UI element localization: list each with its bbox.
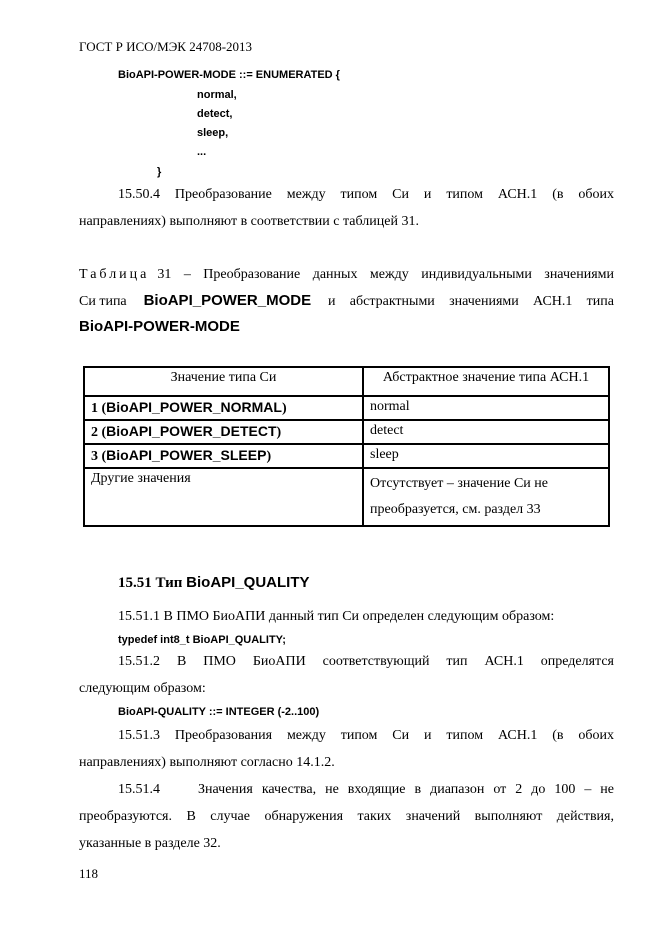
row-number: 2 ( <box>91 425 107 440</box>
code-typedef: typedef int8_t BioAPI_QUALITY; <box>118 634 286 646</box>
table-header-asn-value: Абстрактное значение типа АСН.1 <box>363 367 609 396</box>
section-type-name: BioAPI_QUALITY <box>186 574 310 591</box>
paragraph-15-51-3-line2: направлениях) выполняют согласно 14.1.2. <box>79 755 335 770</box>
table-row-other <box>84 468 609 526</box>
code-enum-item: detect, <box>197 108 233 120</box>
section-heading <box>118 574 310 592</box>
table-cell-asn-value: detect <box>363 420 609 444</box>
code-enum-line: BioAPI-POWER-MODE ::= ENUMERATED { <box>118 69 340 81</box>
page-number: 118 <box>79 866 99 881</box>
row-close: ) <box>276 425 282 440</box>
paragraph-15-50-4-line2: направлениях) выполняют в соответствии с таблицей 31. <box>79 214 419 229</box>
paragraph-15-51-3-line1: 15.51.3 Преобразования между типом Си и типом АСН.1 (в обоих <box>118 728 614 743</box>
conversion-table <box>83 366 610 527</box>
table-caption-line2 <box>79 287 614 315</box>
table-header-c-value: Значение типа Си <box>84 367 363 396</box>
paragraph-15-51-4-line3: указанные в разделе 32. <box>79 836 221 851</box>
table-caption-line1 <box>79 261 614 288</box>
other-value-line2: преобразуется, см. раздел 33 <box>370 502 541 517</box>
code-enum-item: normal, <box>197 89 237 101</box>
table-cell-asn-value: sleep <box>363 444 609 468</box>
code-enum-item: ... <box>197 146 207 158</box>
table-caption-suffix: и абстрактными значениями АСН.1 типа <box>328 294 614 309</box>
code-enum-item: sleep, <box>197 127 229 139</box>
code-asn-quality: BioAPI-QUALITY ::= INTEGER (-2..100) <box>118 706 320 718</box>
paragraph-15-51-2-line1: 15.51.2 В ПМО БиоАПИ соответствующий тип АСН.1 определятся <box>118 654 614 669</box>
table-cell-c-value <box>84 420 363 444</box>
table-cell-c-value <box>84 444 363 468</box>
table-cell-c-value <box>84 396 363 420</box>
row-close: ) <box>266 449 272 464</box>
row-number: 1 ( <box>91 401 107 416</box>
paragraph-15-51-4-line1 <box>118 776 614 803</box>
table-cell-other-label: Другие значения <box>84 468 363 526</box>
table-row <box>84 420 609 444</box>
paragraph-15-51-1: 15.51.1 В ПМО БиоАПИ данный тип Си определен следующим образом: <box>118 609 555 624</box>
paragraph-15-50-4-line1: 15.50.4 Преобразование между типом Си и типом АСН.1 (в обоих <box>118 187 614 202</box>
row-close: ) <box>281 401 287 416</box>
table-caption-asn-type: BioAPI-POWER-MODE <box>79 318 240 335</box>
table-cell-other-value <box>363 468 609 526</box>
code-enum-close: } <box>157 166 162 178</box>
row-constant: BioAPI_POWER_SLEEP <box>106 447 267 463</box>
table-row <box>84 444 609 468</box>
page-header: ГОСТ Р ИСО/МЭК 24708-2013 <box>79 39 253 54</box>
paragraph-15-51-4-line2: преобразуются. В случае обнаружения таких значений выполняют действия, <box>79 809 614 824</box>
table-caption-word: Таблица <box>79 267 150 282</box>
table-caption-prefix: Си типа <box>79 294 127 309</box>
other-value-line1: Отсутствует – значение Си не <box>370 476 548 491</box>
paragraph-number: 15.51.4 <box>118 782 160 797</box>
table-header-row <box>84 367 609 396</box>
row-constant: BioAPI_POWER_NORMAL <box>106 399 282 415</box>
section-number: 15.51 Тип <box>118 575 183 591</box>
paragraph-15-51-2-line2: следующим образом: <box>79 681 206 696</box>
table-cell-asn-value: normal <box>363 396 609 420</box>
row-number: 3 ( <box>91 449 107 464</box>
paragraph-text: Значения качества, не входящие в диапазон от 2 до 100 – не <box>198 782 614 797</box>
table-caption-type: BioAPI_POWER_MODE <box>143 292 312 309</box>
row-constant: BioAPI_POWER_DETECT <box>106 423 277 439</box>
table-row <box>84 396 609 420</box>
table-caption-rest: 31 – Преобразование данных между индивидуальными значениями <box>157 267 614 282</box>
